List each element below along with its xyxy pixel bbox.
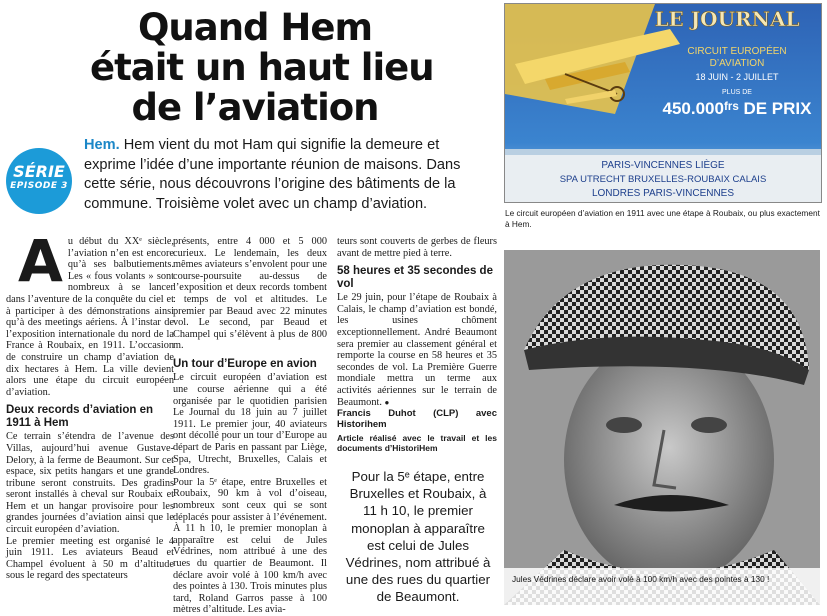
col3-paragraph-1: teurs sont couverts de gerbes de fleurs avant de mettre pied à terre. [337,236,497,259]
body-column-3 [337,236,497,453]
end-bullet: ● [384,397,390,407]
col2-paragraph-1: présents, entre 4 000 et 5 000 curieux. Le lendemain, les deux mêmes aviateurs s’envolent pour une course-poursuite au-dessus de l’exposition et deux records tombent : temps de vol et altitudes. Le premier par Beaud avec 22 minutes vol. Le second, par Beaud et Champel qui s’élèvent à plus de 800 m. [173,236,327,352]
dropcap: A [18,227,63,295]
pull-quote: Pour la 5ᵉ étape, entre Bruxelles et Roubaix, à 11 h 10, le premier monoplan à apparaître est celui de Jules Védrines, nom attribué à une des rues du quartier de Beaumont. [343,468,493,606]
col1-paragraph-3: Le premier meeting est organisé le 4 juin 1911. Les aviateurs Beaud et Champel évoluent à 50 m d’altitude sous le regard des spectateurs [6,535,174,582]
photo-caption-text: Jules Védrines déclare avoir volé à 100 km/h avec des pointes à 130 ! [512,574,770,584]
credit-line: Article réalisé avec le travail et les documents d’HistoriHem [337,433,497,453]
series-badge [6,148,72,214]
lede-text: Hem vient du mot Ham qui signifie la demeure et exprime l’idée d’une importante réunion de maisons. Dans cette série, nous découvrons l’origine des bâtiments de la commune. Troisième volet avec un champ d’aviation. [84,137,461,212]
poster-cities-2: SPA UTRECHT BRUXELLES-ROUBAIX CALAIS [559,174,767,185]
poster-caption: Le circuit européen d’aviation en 1911 avec une étape à Roubaix, ou plus exactement à Hem. [505,208,820,229]
series-label: SÉRIE [13,162,65,181]
lede-paragraph [84,136,492,214]
subhead-58-heures: 58 heures et 35 secondes de vol [337,265,493,290]
vedrines-photo [504,250,820,605]
body-column-1 [6,227,174,582]
episode-label: EPISODE 3 [10,181,68,191]
poster-dates: 18 JUIN - 2 JUILLET [695,72,779,82]
headline-line-1: Quand Hem [137,6,373,49]
poster-prize: 450.000ᶠʳˢ DE PRIX [662,99,812,118]
col1-paragraph-2: Ce terrain s’étendra de l’avenue des Villas, aujourd’hui avenue Gustave-Delory, à la ferme de Beaumont. Sur cet espace, six petits hangars et une grande tribune seront construits. Des gradins seront installés à cheval sur Roubaix et Hem et un hangar provisoire pour les grandes journées d’aviation ainsi que le circuit européen d’aviation. [6,431,174,536]
col2-paragraph-2: Le circuit européen d’aviation est une course aérienne qui a été organisée par le quotidien parisien Le Journal du 18 juin au 7 juillet 1911. Le premier jour, 40 aviateurs ont décollé pour un tour d’Europe au départ de Paris en passant par Liège, Spa, Utrecht, Bruxelles, Calais et Londres. [173,372,327,477]
lede-lead-word: Hem. [84,137,120,153]
headline-line-3: de l’aviation [131,86,379,129]
col3-paragraph-2: Le 29 juin, pour l’étape de Roubaix à Calais, le champ d’aviation est bondé, les usines chôment exceptionnellement. André Beaumont sera premier au classement général et remporte la course en 58 heures et 35 secondes de vol. La Première Guerre mondiale mettra un terme aux activités aériennes sur le terrain de Beaumont. [337,292,497,408]
poster-title: LE JOURNAL [654,7,800,31]
subhead-records: Deux records d’aviation en 1911 à Hem [6,404,153,429]
headline [90,6,434,129]
headline-line-2: était un haut lieu [90,46,434,89]
poster-line-2: D’AVIATION [709,58,765,69]
col2-paragraph-3: Pour la 5ᵉ étape, entre Bruxelles et Roubaix, 90 km à vol d’oiseau, nombreux sont ceux qui se sont déplacés pour assister à l’événement. À 11 h 10, le premier monoplan à apparaître est celui de Jules Védrines, nom attribué à une des rues du quartier de Beaumont. Il déclare avoir volé à 100 km/h avec des pointes à 130. Trois minutes plus tard, Roland Garros passe à 100 mètres d’altitude. Les avia- [173,476,327,616]
poster-cities-1: PARIS-VINCENNES LIÈGE [601,160,725,171]
col1-paragraph-1: u début du XXᵉ siècle, l’aviation n’en est encore qu’à ses balbutiements. Les « fous volants » sont nombreux à se lancer dans l’aventure de la conquête du ciel et à participer à des démonstrations ainsi qu’à des meetings aériens. À l’instar de l’exposition internationale du nord de la France à Roubaix, en 1911. L’occasion de construire un champ d’aviation de dix hectares à Hem. La ville devient alors une étape du circuit européen d’aviation. [6,236,174,398]
body-column-2 [173,236,327,616]
signature: Francis Duhot (CLP) avec Historihem [337,408,497,431]
poster-line-1: CIRCUIT EUROPÉEN [687,46,787,57]
subhead-tour-europe: Un tour d’Europe en avion [173,357,317,370]
poster-cities-3: LONDRES PARIS-VINCENNES [591,188,735,199]
aviation-poster-image [504,3,822,203]
poster-plus-de: PLUS DE [722,89,752,96]
